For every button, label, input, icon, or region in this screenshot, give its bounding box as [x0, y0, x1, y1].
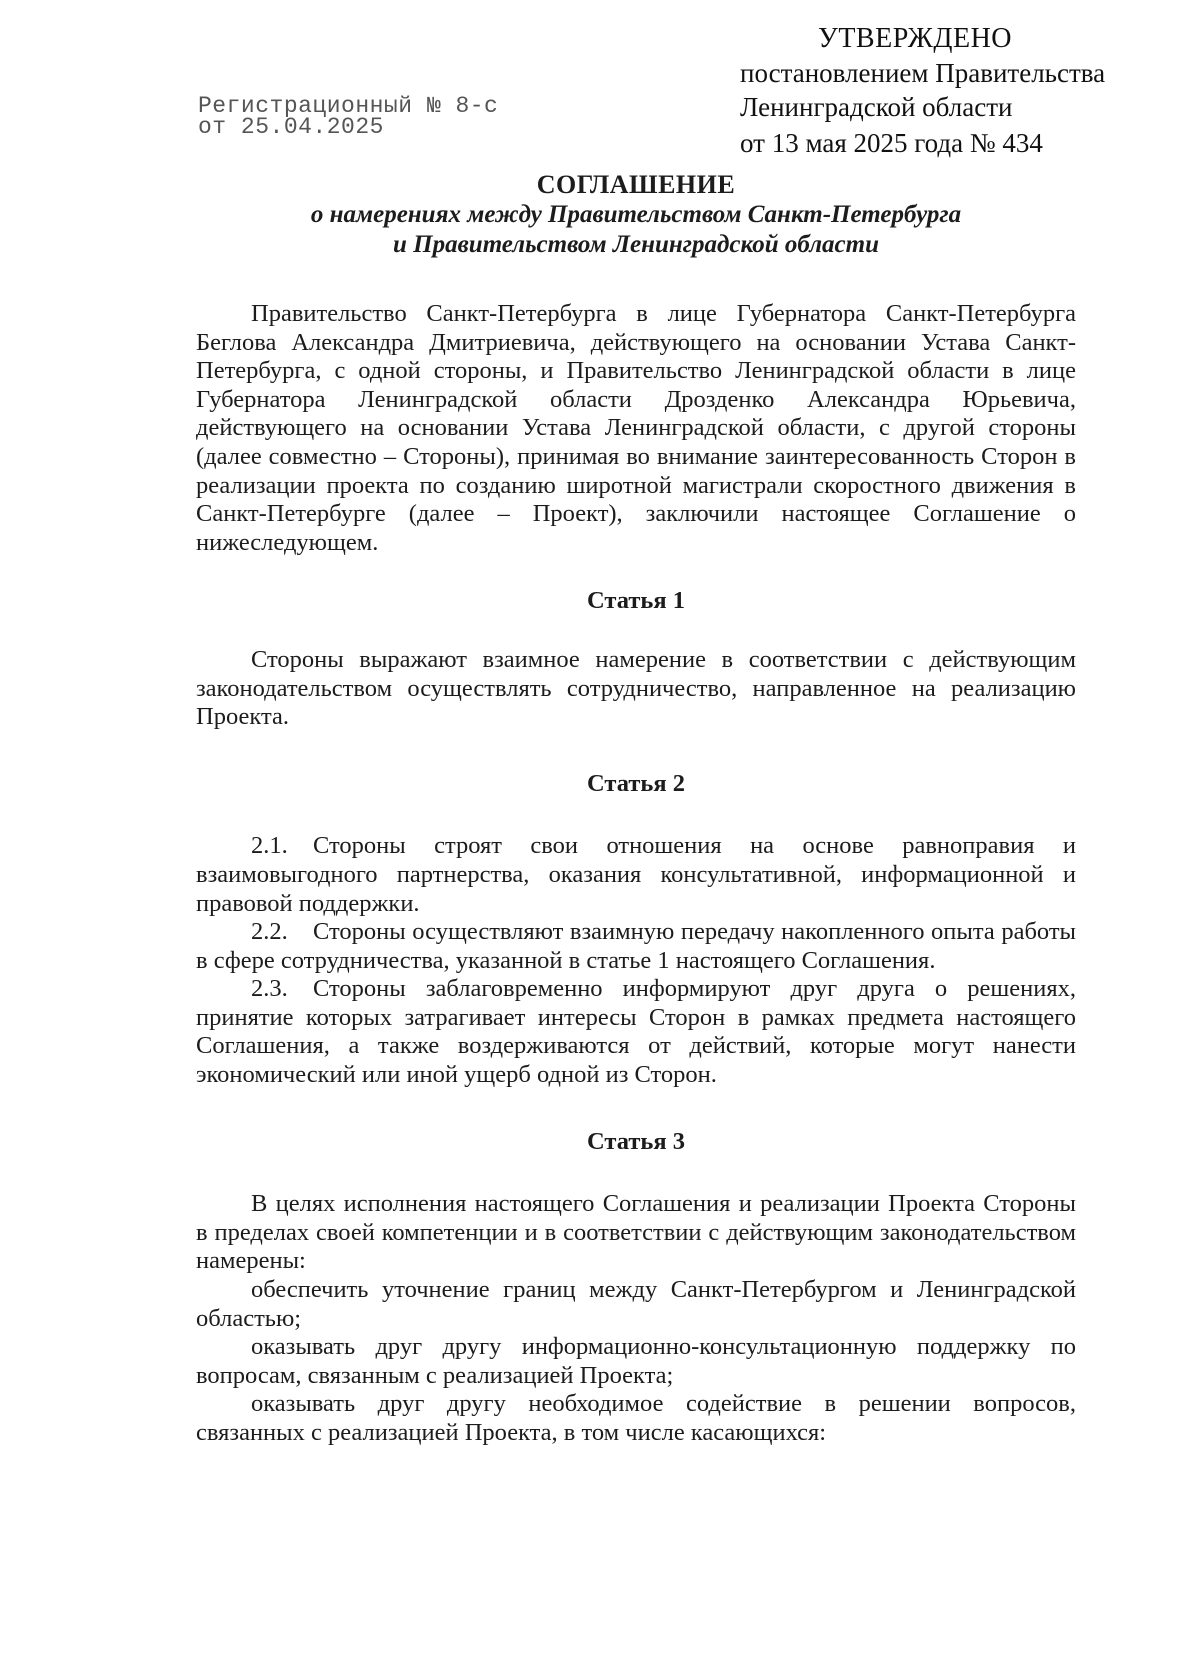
clause-text: Стороны заблаговременно информируют друг друга о решениях, принятие которых затрагивает интересы Сторон в рамках предмета настоящего Соглашения, а также воздерживаются от действий, которые могут нанести экономический или иной ущерб одной из Сторон. [196, 975, 1076, 1089]
clause-text: Стороны осуществляют взаимную передачу накопленного опыта работы в сфере сотрудничества, указанной в статье 1 настоящего Соглашения. [196, 918, 1076, 974]
clause-number: 2.2. [251, 918, 288, 946]
title-line-1: СОГЛАШЕНИЕ [536, 170, 736, 199]
intro-paragraph: Правительство Санкт-Петербурга в лице Губернатора Санкт-Петербурга Беглова Александра Дмитриевича, действующего на основании Устава Санкт-Петербурга, с одной стороны, и Правительство Ленинградской области в лице Губернатора Ленинградской области Дрозденко Александра Юрьевича, действующего на основании Устава Ленинградской области, с другой стороны (далее совместно – Стороны), принимая во внимание заинтересованность Сторон в реализации проекта по созданию широтной магистрали скоростного движения в Санкт-Петербурге (далее – Проект), заключили настоящее Соглашение о нижеследующем. [196, 300, 1076, 556]
article-3-item: оказывать друг другу необходимое содействие в решении вопросов, связанных с реализацией Проекта, в том числе касающихся: [196, 1390, 1076, 1446]
clause-text: Стороны строят свои отношения на основе равноправия и взаимовыгодного партнерства, оказания консультативной, информационной и правовой поддержки. [196, 832, 1076, 917]
registration-stamp [198, 93, 499, 140]
document-title [196, 170, 1076, 260]
approval-line-1: постановлением Правительства [740, 58, 1106, 88]
article-2-heading: Статья 2 [587, 769, 685, 797]
article-3-heading: Статья 3 [587, 1127, 685, 1155]
approval-line-2: Ленинградской области [740, 92, 1013, 122]
article-3-intro: В целях исполнения настоящего Соглашения и реализации Проекта Стороны в пределах своей компетенции и в соответствии с действующим законодательством намерены: [196, 1190, 1076, 1275]
title-line-3: и Правительством Ленинградской области [393, 231, 879, 258]
clause-number: 2.1. [251, 832, 288, 860]
article-1-text: Стороны выражают взаимное намерение в соответствии с действующим законодательством осуществлять сотрудничество, направленное на реализацию Проекта. [196, 645, 1076, 731]
document-body [196, 170, 1076, 1448]
registration-number: Регистрационный № 8-с [198, 93, 499, 119]
registration-date: от 25.04.2025 [198, 114, 384, 140]
clause-2-2 [196, 918, 1076, 975]
title-line-2: о намерениях между Правительством Санкт-Петербурга [310, 201, 962, 228]
article-3-item: обеспечить уточнение границ между Санкт-Петербургом и Ленинградской областью; [196, 1276, 1076, 1332]
article-1-heading: Статья 1 [587, 587, 685, 615]
clause-2-3 [196, 975, 1076, 1089]
approval-line-3: от 13 мая 2025 года № 434 [740, 128, 1043, 158]
clause-number: 2.3. [251, 975, 288, 1003]
approval-block [740, 22, 1180, 160]
article-3-item: оказывать друг другу информационно-консультационную поддержку по вопросам, связанным с реализацией Проекта; [196, 1333, 1076, 1389]
clause-2-1 [196, 832, 1076, 918]
approval-heading: УТВЕРЖДЕНО [818, 23, 1013, 54]
